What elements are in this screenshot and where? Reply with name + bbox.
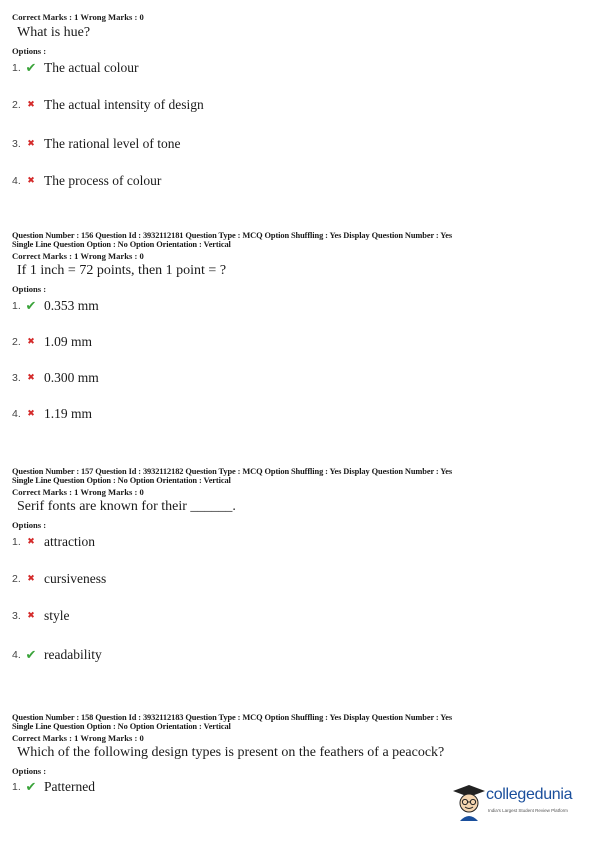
option-number: 2. [12,99,21,111]
options-label: Options : [12,766,47,776]
cross-icon: ✖ [27,139,35,149]
option-text: The process of colour [44,173,162,188]
option-1 [12,779,95,795]
question-155 [12,12,584,188]
question-156 [12,231,584,421]
options-label: Options : [12,284,47,294]
option-3 [12,608,70,624]
collegedunia-logo [452,783,582,823]
option-number: 2. [12,573,21,585]
logo-wordmark: collegedunia [486,786,573,803]
option-1 [12,60,138,76]
option-number: 4. [12,175,21,187]
option-number: 3. [12,610,21,622]
cross-icon: ✖ [27,337,35,347]
question-text: Which of the following design types is present on the feathers of a peacock? [17,745,445,760]
question-meta: Question Number : 158 Question Id : 3932112183 Question Type : MCQ Option Shuffling : Yes Display Question Number : Yes [12,713,453,722]
option-text: The rational level of tone [44,136,181,151]
option-number: 4. [12,408,21,420]
check-icon: ✔ [25,60,37,76]
option-text: Patterned [44,779,95,794]
option-2 [12,334,92,350]
option-4 [12,647,102,663]
option-number: 1. [12,300,21,312]
option-number: 1. [12,536,21,548]
option-text: attraction [44,534,95,549]
question-meta-2: Single Line Question Option : No Option Orientation : Vertical [12,476,231,485]
option-3 [12,370,99,386]
option-number: 1. [12,62,21,74]
question-meta-2: Single Line Question Option : No Option Orientation : Vertical [12,240,231,249]
check-icon: ✔ [25,298,37,314]
cross-icon: ✖ [27,611,35,621]
question-meta-2: Single Line Question Option : No Option Orientation : Vertical [12,722,231,731]
option-text: 1.19 mm [44,406,93,421]
option-3 [12,136,180,152]
question-text: Serif fonts are known for their ______. [17,499,236,514]
option-text: 1.09 mm [44,334,93,349]
option-2 [12,571,106,587]
question-text: If 1 inch = 72 points, then 1 point = ? [17,263,227,278]
marks-line: Correct Marks : 1 Wrong Marks : 0 [12,251,144,261]
options-label: Options : [12,520,47,530]
question-text: What is hue? [17,25,91,40]
options-label: Options : [12,46,47,56]
option-text: style [44,608,70,623]
option-number: 3. [12,138,21,150]
cross-icon: ✖ [27,373,35,383]
marks-line: Correct Marks : 1 Wrong Marks : 0 [12,12,144,22]
option-text: 0.353 mm [44,298,99,313]
cross-icon: ✖ [27,574,35,584]
option-number: 3. [12,372,21,384]
option-4 [12,173,161,189]
cross-icon: ✖ [27,409,35,419]
option-1 [12,534,95,550]
option-text: readability [44,647,102,662]
option-number: 2. [12,336,21,348]
option-number: 1. [12,781,21,793]
cross-icon: ✖ [27,100,35,110]
cross-icon: ✖ [27,176,35,186]
option-2 [12,97,204,113]
check-icon: ✔ [25,779,37,795]
question-157 [12,467,584,663]
check-icon: ✔ [25,647,37,663]
question-meta: Question Number : 156 Question Id : 3932112181 Question Type : MCQ Option Shuffling : Yes Display Question Number : Yes [12,231,453,240]
graduate-mascot-icon [452,783,486,821]
option-text: The actual colour [44,60,139,75]
option-text: The actual intensity of design [44,97,204,112]
option-text: 0.300 mm [44,370,99,385]
option-1 [12,298,99,314]
marks-line: Correct Marks : 1 Wrong Marks : 0 [12,487,144,497]
option-text: cursiveness [44,571,107,586]
cross-icon: ✖ [27,537,35,547]
question-meta: Question Number : 157 Question Id : 3932112182 Question Type : MCQ Option Shuffling : Yes Display Question Number : Yes [12,467,453,476]
option-4 [12,406,92,422]
marks-line: Correct Marks : 1 Wrong Marks : 0 [12,733,144,743]
logo-tagline: India's Largest Student Review Platform [488,808,568,813]
option-number: 4. [12,649,21,661]
